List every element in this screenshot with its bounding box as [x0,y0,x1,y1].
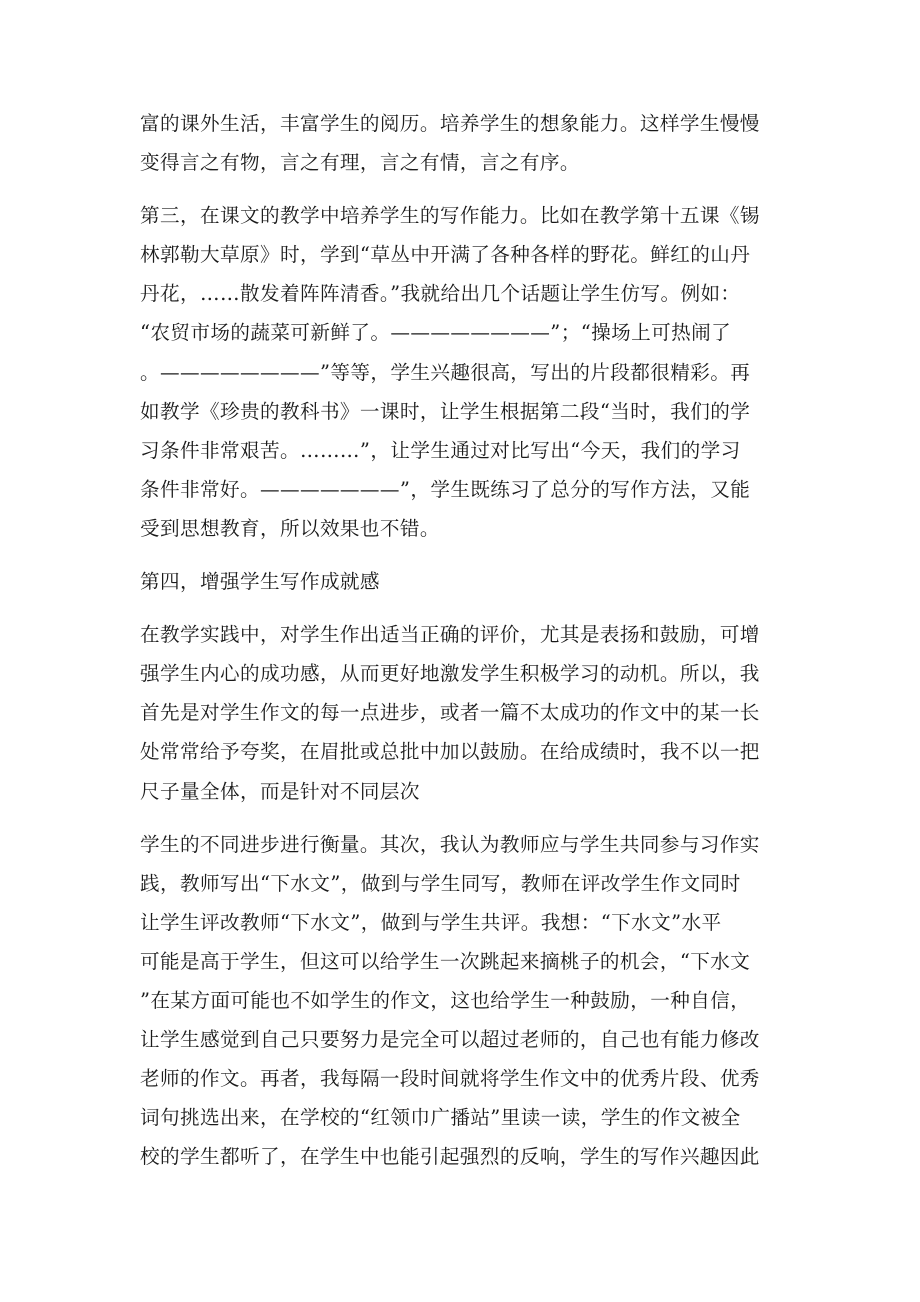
text-line: 变得言之有物，言之有理，言之有情，言之有序。 [140,151,580,175]
text-line: 林郭勒大草原》时，学到“草丛中开满了各种各样的野花。鲜红的山丹 [140,243,751,267]
section-heading [140,562,784,601]
paragraph-4 [140,615,784,810]
text-line: 第三，在课文的教学中培养学生的写作能力。比如在教学第十五课《锡 [140,204,760,228]
paragraph-5 [140,825,784,1177]
text-line: 在教学实践中，对学生作出适当正确的评价，尤其是表扬和鼓励，可增 [140,623,760,647]
text-line: 尺子量全体，而是针对不同层次 [140,779,420,803]
paragraph-2 [140,196,784,548]
text-line: 如教学《珍贵的教科书》一课时，让学生根据第二段“当时，我们的学 [140,399,751,423]
text-line: 让学生评改教师“下水文”，做到与学生共评。我想：“下水文”水平 [140,910,722,934]
text-line: 践，教师写出“下水文”，做到与学生同写，教师在评改学生作文同时 [140,871,741,895]
text-line: 受到思想教育，所以效果也不错。 [140,516,440,540]
text-line: 条件非常好。———————”，学生既练习了总分的写作方法，又能 [140,477,751,501]
text-line: “农贸市场的蔬菜可新鲜了。————————”；“操场上可热闹了 [140,321,732,345]
text-line: 老师的作文。再者，我每隔一段时间就将学生作文中的优秀片段、优秀 [140,1067,760,1091]
text-line: 校的学生都听了，在学生中也能引起强烈的反响，学生的写作兴趣因此 [140,1145,760,1169]
text-line: 让学生感觉到自己只要努力是完全可以超过老师的，自己也有能力修改 [140,1028,760,1052]
heading-line: 第四，增强学生写作成就感 [140,570,380,594]
document-page [140,104,784,1190]
text-line: 处常常给予夸奖，在眉批或总批中加以鼓励。在给成绩时，我不以一把 [140,740,760,764]
text-line: 可能是高于学生，但这可以给学生一次跳起来摘桃子的机会，“下水文 [140,949,751,973]
text-line: 学生的不同进步进行衡量。其次，我认为教师应与学生共同参与习作实 [140,832,760,856]
paragraph-1 [140,104,784,182]
text-line: 首先是对学生作文的每一点进步，或者一篇不太成功的作文中的某一长 [140,701,760,725]
text-line: ”在某方面可能也不如学生的作文，这也给学生一种鼓励，一种自信， [140,988,751,1012]
text-line: 词句挑选出来，在学校的“红领巾广播站”里读一读，学生的作文被全 [140,1106,741,1130]
text-line: 强学生内心的成功感，从而更好地激发学生积极学习的动机。所以，我 [140,662,760,686]
text-line: 。————————”等等，学生兴趣很高，写出的片段都很精彩。再 [140,360,751,384]
text-line: 习条件非常艰苦。………”，让学生通过对比写出“今天，我们的学习 [140,438,741,462]
text-line: 富的课外生活，丰富学生的阅历。培养学生的想象能力。这样学生慢慢 [140,112,760,135]
text-line: 丹花，……散发着阵阵清香。”我就给出几个话题让学生仿写。例如： [140,282,741,306]
